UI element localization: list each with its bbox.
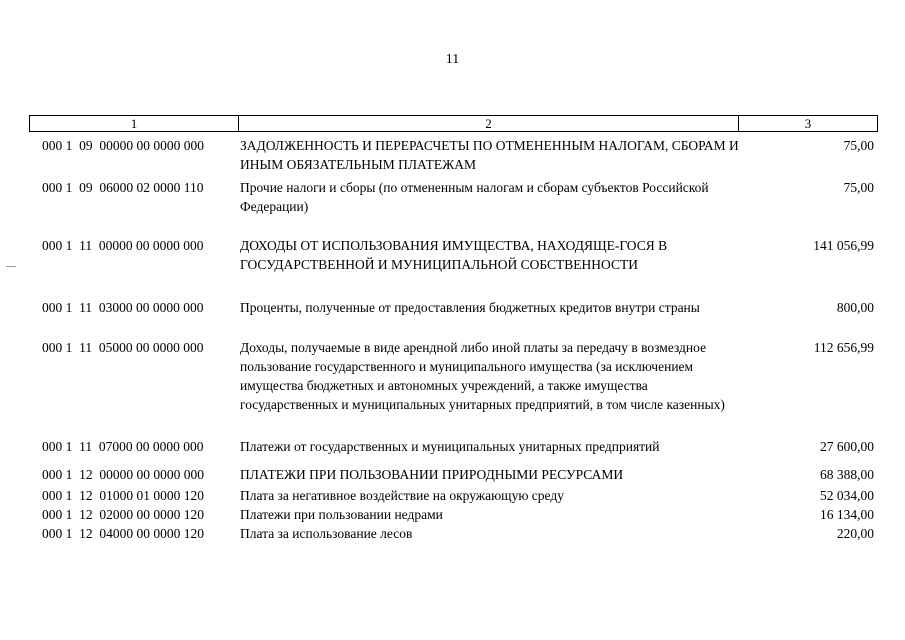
margin-mark: [6, 266, 16, 267]
budget-code: 000 1 11 03000 00 0000 000: [42, 300, 204, 315]
income-name: Доходы, получаемые в виде арендной либо иной платы за передачу в возмездное пользование государственного и муниципального имущества (за исключением имущества бюджетных и автономных учреждений, а также имущества государственных и муниципальных унитарных предприятий, в том числе казенных): [240, 340, 725, 412]
header-col-1: 1: [30, 116, 239, 131]
income-name: ПЛАТЕЖИ ПРИ ПОЛЬЗОВАНИИ ПРИРОДНЫМИ РЕСУРСАМИ: [240, 467, 624, 482]
income-name: ДОХОДЫ ОТ ИСПОЛЬЗОВАНИЯ ИМУЩЕСТВА, НАХОДЯЩЕ-ГОСЯ В ГОСУДАРСТВЕННОЙ И МУНИЦИПАЛЬНОЙ СОБСТВЕННОСТИ: [240, 238, 668, 272]
amount: 75,00: [843, 180, 874, 195]
amount: 800,00: [836, 300, 874, 315]
amount: 52 034,00: [820, 488, 874, 503]
budget-code: 000 1 09 06000 02 0000 110: [42, 180, 204, 195]
income-name: Прочие налоги и сборы (по отмененным налогам и сборам субъектов Российской Федерации): [240, 180, 709, 214]
income-name: Платежи от государственных и муниципальных унитарных предприятий: [240, 439, 660, 454]
amount: 16 134,00: [820, 507, 874, 522]
budget-code: 000 1 11 00000 00 0000 000: [42, 238, 204, 253]
header-col-2: 2: [239, 116, 739, 131]
income-name: Плата за использование лесов: [240, 526, 413, 541]
amount: 75,00: [843, 138, 874, 153]
budget-code: 000 1 12 04000 00 0000 120: [42, 526, 204, 541]
budget-code: 000 1 12 00000 00 0000 000: [42, 467, 204, 482]
budget-code: 000 1 11 07000 00 0000 000: [42, 439, 204, 454]
budget-code: 000 1 11 05000 00 0000 000: [42, 340, 204, 355]
page-number: 11: [445, 52, 460, 67]
income-name: Плата за негативное воздействие на окружающую среду: [240, 488, 564, 503]
amount: 220,00: [836, 526, 874, 541]
amount: 68 388,00: [820, 467, 874, 482]
amount: 141 056,99: [813, 238, 874, 253]
table-header: [29, 115, 878, 132]
amount: 27 600,00: [820, 439, 874, 454]
income-name: Платежи при пользовании недрами: [240, 507, 443, 522]
budget-code: 000 1 09 00000 00 0000 000: [42, 138, 204, 153]
income-name: Проценты, полученные от предоставления бюджетных кредитов внутри страны: [240, 300, 700, 315]
budget-code: 000 1 12 01000 01 0000 120: [42, 488, 204, 503]
budget-code: 000 1 12 02000 00 0000 120: [42, 507, 204, 522]
amount: 112 656,99: [813, 340, 874, 355]
header-col-3: 3: [804, 116, 812, 131]
income-name: ЗАДОЛЖЕННОСТЬ И ПЕРЕРАСЧЕТЫ ПО ОТМЕНЕННЫМ НАЛОГАМ, СБОРАМ И ИНЫМ ОБЯЗАТЕЛЬНЫМ ПЛАТЕЖАМ: [240, 138, 739, 172]
